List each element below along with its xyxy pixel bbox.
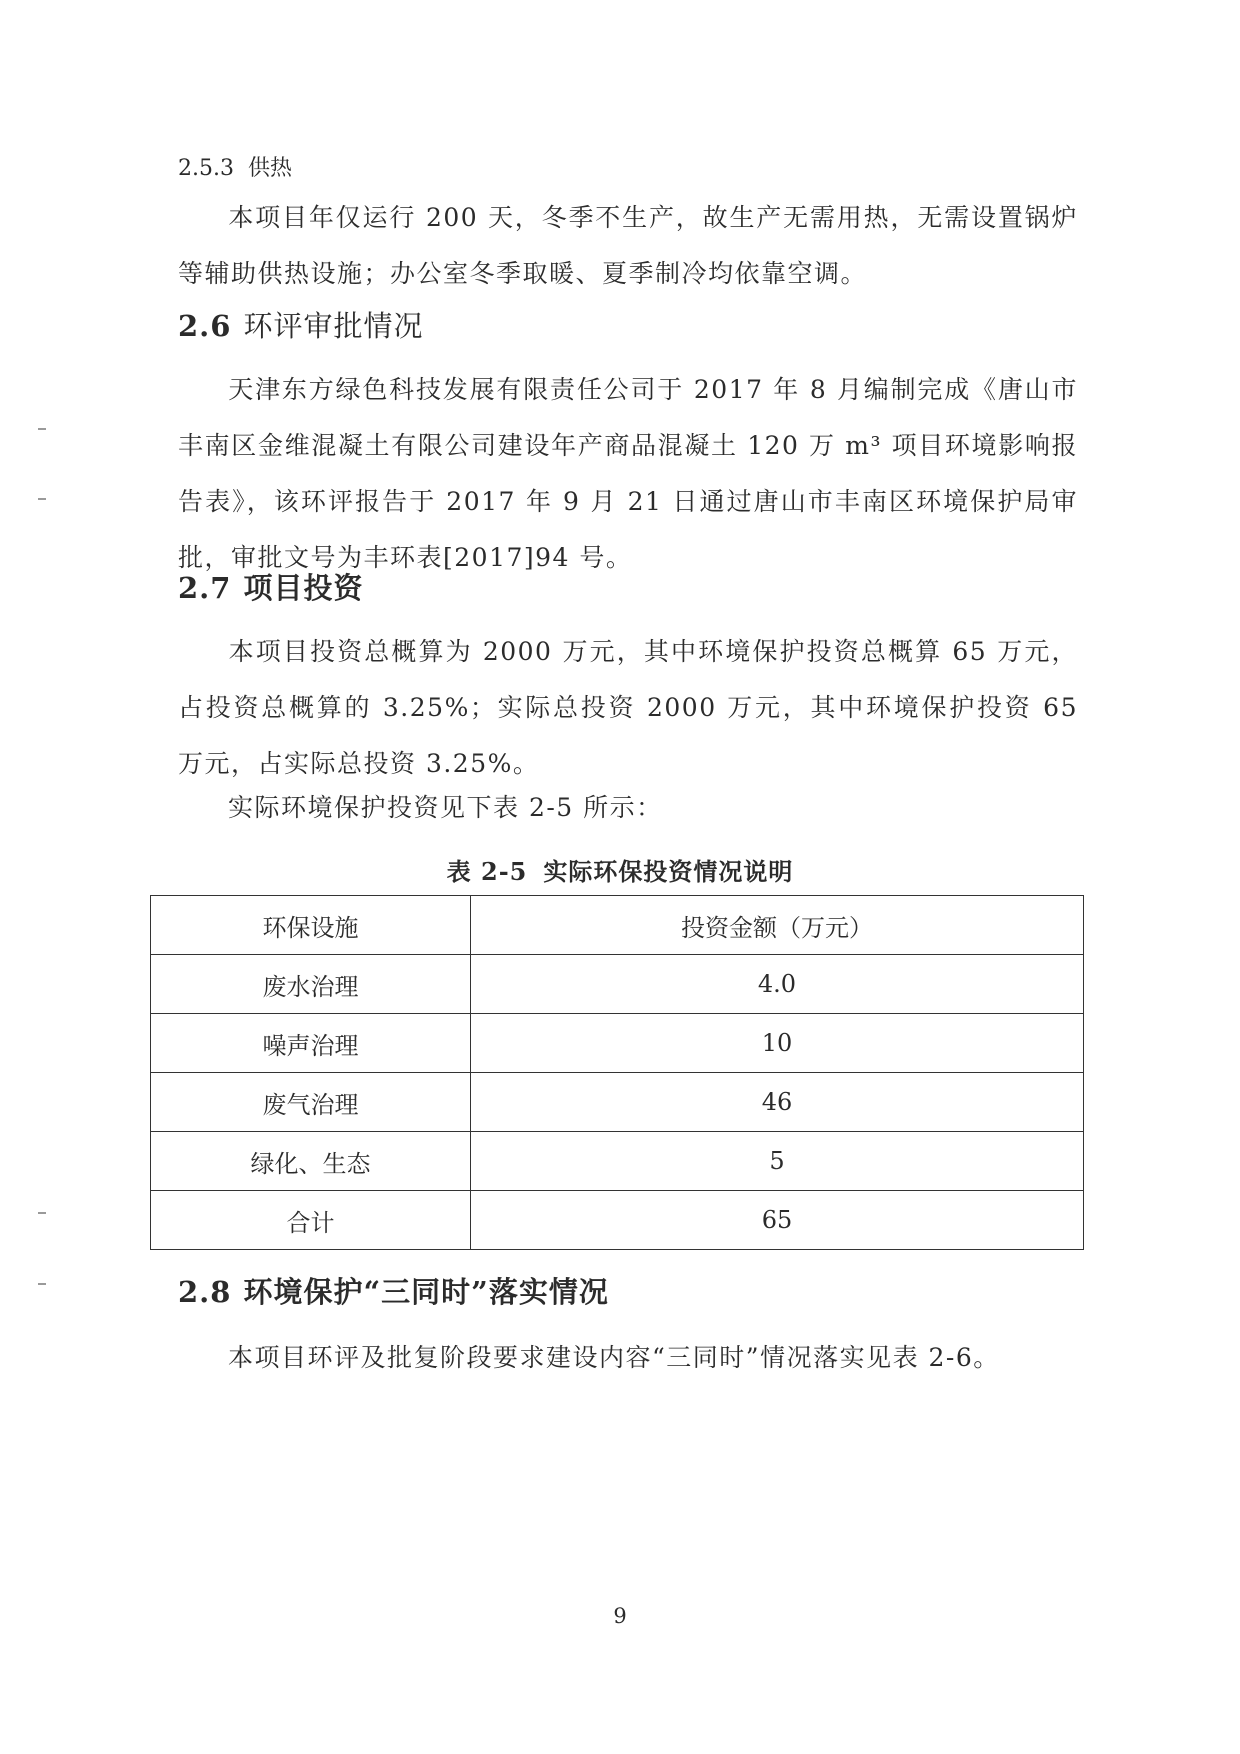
scan-mark (38, 428, 46, 430)
section-title: 环评审批情况 (243, 309, 424, 343)
paragraph-investment-table-ref (178, 780, 1078, 836)
scan-mark (38, 498, 46, 500)
table-cell: 4.0 (471, 955, 1084, 1014)
section-title: 环境保护“三同时”落实情况 (243, 1275, 609, 1309)
section-heading-2-6 (178, 306, 1078, 346)
scan-mark (38, 1283, 46, 1285)
paragraph-eia-approval (178, 362, 1078, 586)
table-title: 实际环保投资情况说明 (543, 857, 794, 886)
paragraph-text: 本项目年仅运行 200 天，冬季不生产，故生产无需用热，无需设置锅炉等辅助供热设施；办公室冬季取暖、夏季制冷均依靠空调。 (178, 203, 1078, 288)
table-cell: 65 (471, 1191, 1084, 1250)
table-row (151, 1073, 1084, 1132)
table-row (151, 1132, 1084, 1191)
paragraph-text: 本项目投资总概算为 2000 万元，其中环境保护投资总概算 65 万元，占投资总概算的 3.25%；实际总投资 2000 万元，其中环境保护投资 65 万元，占实际总投资 3.25%。 (178, 637, 1078, 778)
section-heading-2-7 (178, 568, 1078, 608)
table-row (151, 955, 1084, 1014)
table-cell: 5 (471, 1132, 1084, 1191)
table-cell: 46 (471, 1073, 1084, 1132)
subsection-heading-2-5-3 (178, 152, 1078, 186)
section-heading-2-8 (178, 1272, 1078, 1312)
section-number: 2.8 (178, 1275, 232, 1309)
paragraph-three-simultaneous (178, 1330, 1078, 1386)
table-cell: 废水治理 (151, 955, 471, 1014)
table-cell: 10 (471, 1014, 1084, 1073)
paragraph-text: 本项目环评及批复阶段要求建设内容“三同时”情况落实见表 2-6。 (228, 1343, 1000, 1372)
subsection-title: 供热 (247, 156, 292, 181)
section-title: 项目投资 (243, 571, 364, 605)
paragraph-heating (178, 190, 1078, 302)
table-header-cell: 环保设施 (151, 896, 471, 955)
table-row-total (151, 1191, 1084, 1250)
table-caption (150, 852, 1090, 887)
section-number: 2.6 (178, 309, 232, 343)
paragraph-investment (178, 624, 1078, 792)
table-cell: 合计 (151, 1191, 471, 1250)
page-number: 9 (613, 1604, 627, 1628)
subsection-number: 2.5.3 (178, 156, 234, 181)
table-row (151, 1014, 1084, 1073)
section-number: 2.7 (178, 571, 232, 605)
table-cell: 绿化、生态 (151, 1132, 471, 1191)
investment-table (150, 895, 1084, 1250)
table-header-cell: 投资金额（万元） (471, 896, 1084, 955)
table-header-row (151, 896, 1084, 955)
paragraph-text: 天津东方绿色科技发展有限责任公司于 2017 年 8 月编制完成《唐山市丰南区金维混凝土有限公司建设年产商品混凝土 120 万 m³ 项目环境影响报告表》，该环评报告于 2017 年 9 月 21 日通过唐山市丰南区环境保护局审批，审批文号为丰环表[2017]94 号。 (178, 375, 1078, 572)
table-cell: 废气治理 (151, 1073, 471, 1132)
paragraph-text: 实际环境保护投资见下表 2-5 所示： (228, 793, 663, 822)
table-cell: 噪声治理 (151, 1014, 471, 1073)
table-number: 表 2-5 (446, 857, 528, 886)
scan-mark (38, 1212, 46, 1214)
